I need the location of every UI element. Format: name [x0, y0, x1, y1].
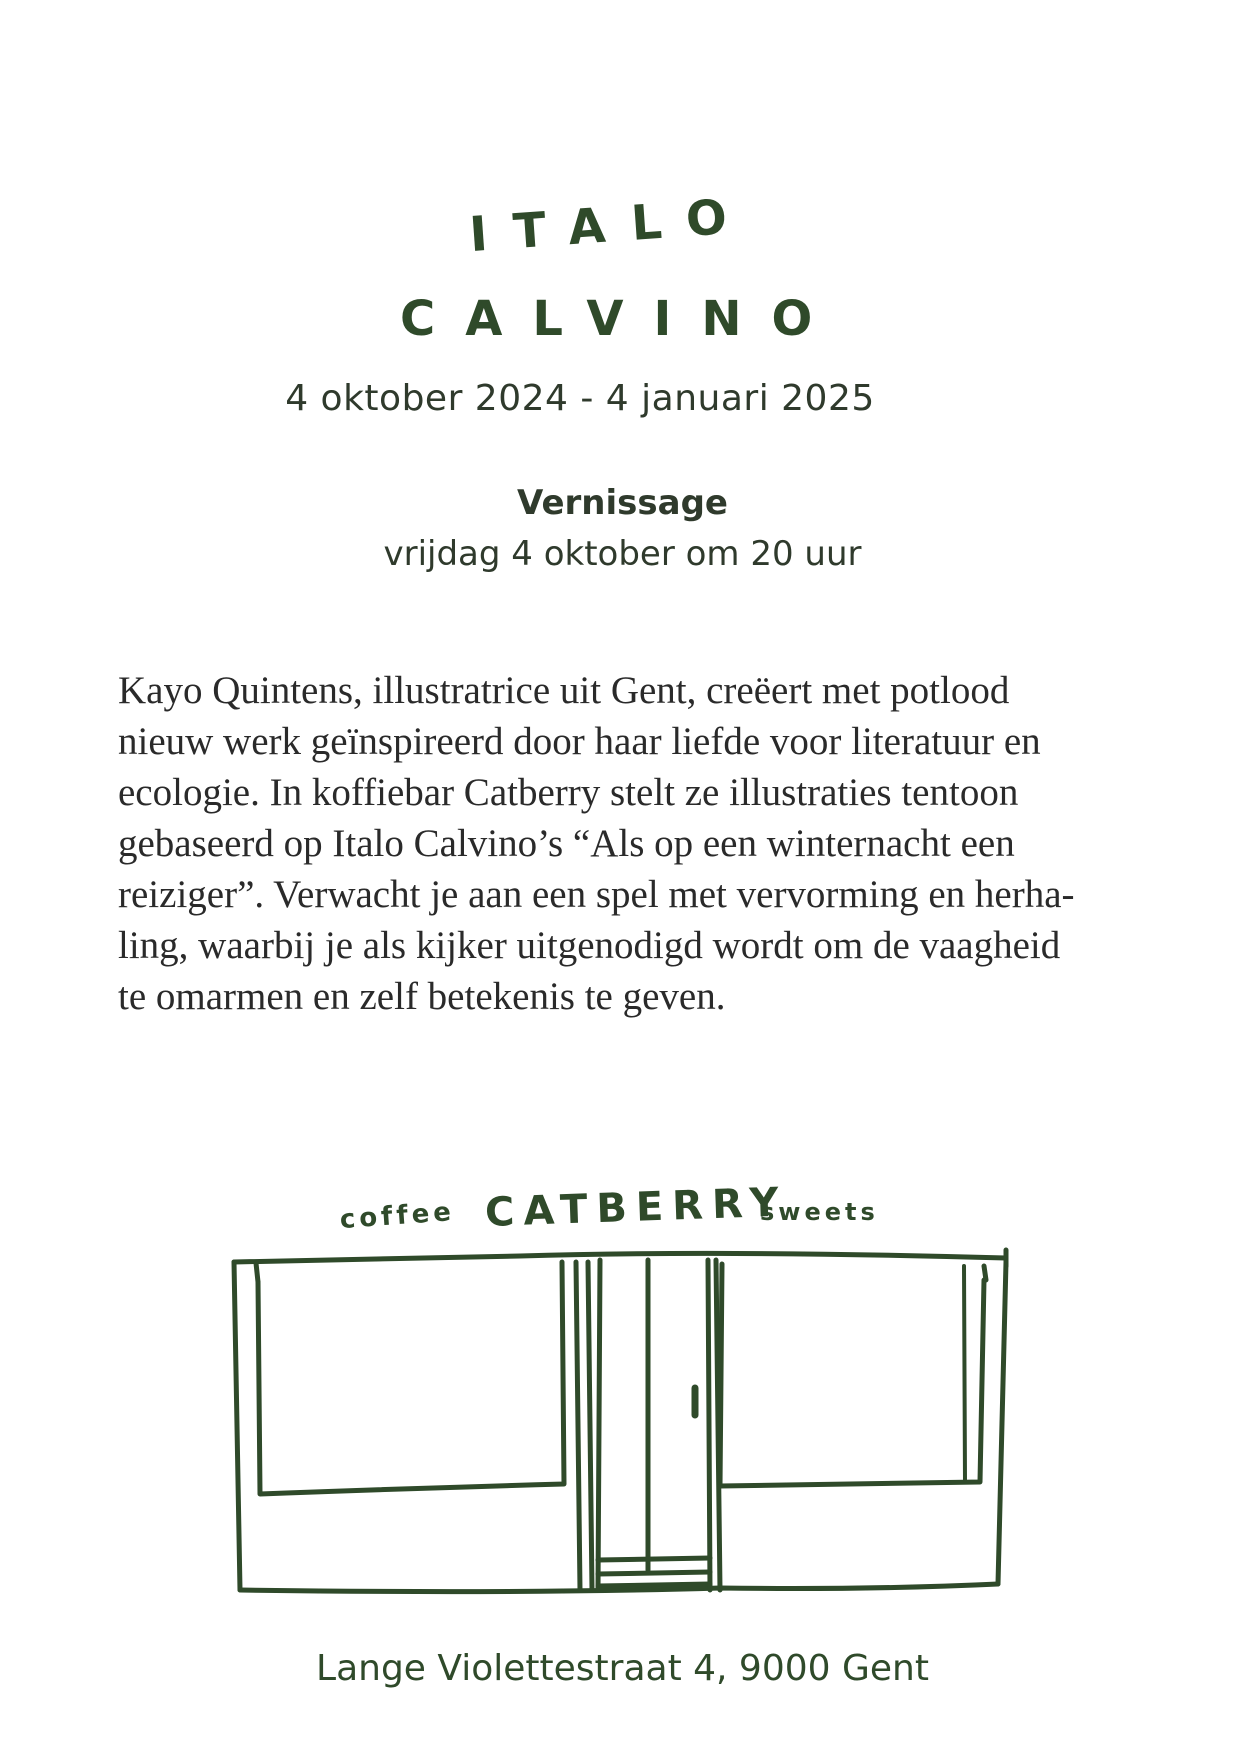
description-line: reiziger”. Verwacht je aan een spel met vervorming en herha-: [118, 873, 1075, 916]
venue-address: Lange Violettestraat 4, 9000 Gent: [316, 1648, 929, 1689]
description-line: gebaseerd op Italo Calvino’s “Als op een winternacht een: [118, 822, 1015, 865]
vernissage-time: vrijdag 4 oktober om 20 uur: [383, 534, 862, 574]
sign-left-word: coffee: [338, 1197, 456, 1236]
vernissage-heading: Vernissage: [517, 483, 728, 523]
description-line: nieuw werk geïnspireerd door haar liefde voor literatuur en: [118, 720, 1041, 763]
shopfront-illustration: [220, 1170, 1030, 1610]
title-line-2: CALVINO: [400, 291, 843, 347]
shopfront-outline: [234, 1250, 1006, 1592]
sign-center-word: CATBERRY: [484, 1179, 789, 1236]
title-lettering: [380, 185, 880, 365]
description-line: ecologie. In koffiebar Catberry stelt ze illustraties tentoon: [118, 771, 1019, 814]
description-line: ling, waarbij je als kijker uitgenodigd wordt om de vaagheid: [118, 924, 1061, 967]
exhibition-dates: 4 oktober 2024 - 4 januari 2025: [285, 378, 875, 419]
description-line: Kayo Quintens, illustratrice uit Gent, creëert met potlood: [118, 669, 1010, 712]
description-line: te omarmen en zelf betekenis te geven.: [118, 975, 726, 1018]
sign-right-word: sweets: [760, 1198, 879, 1226]
title-line-1: ITALO: [467, 187, 755, 264]
description-paragraph: [118, 665, 1128, 1022]
shop-sign: [339, 1179, 879, 1236]
